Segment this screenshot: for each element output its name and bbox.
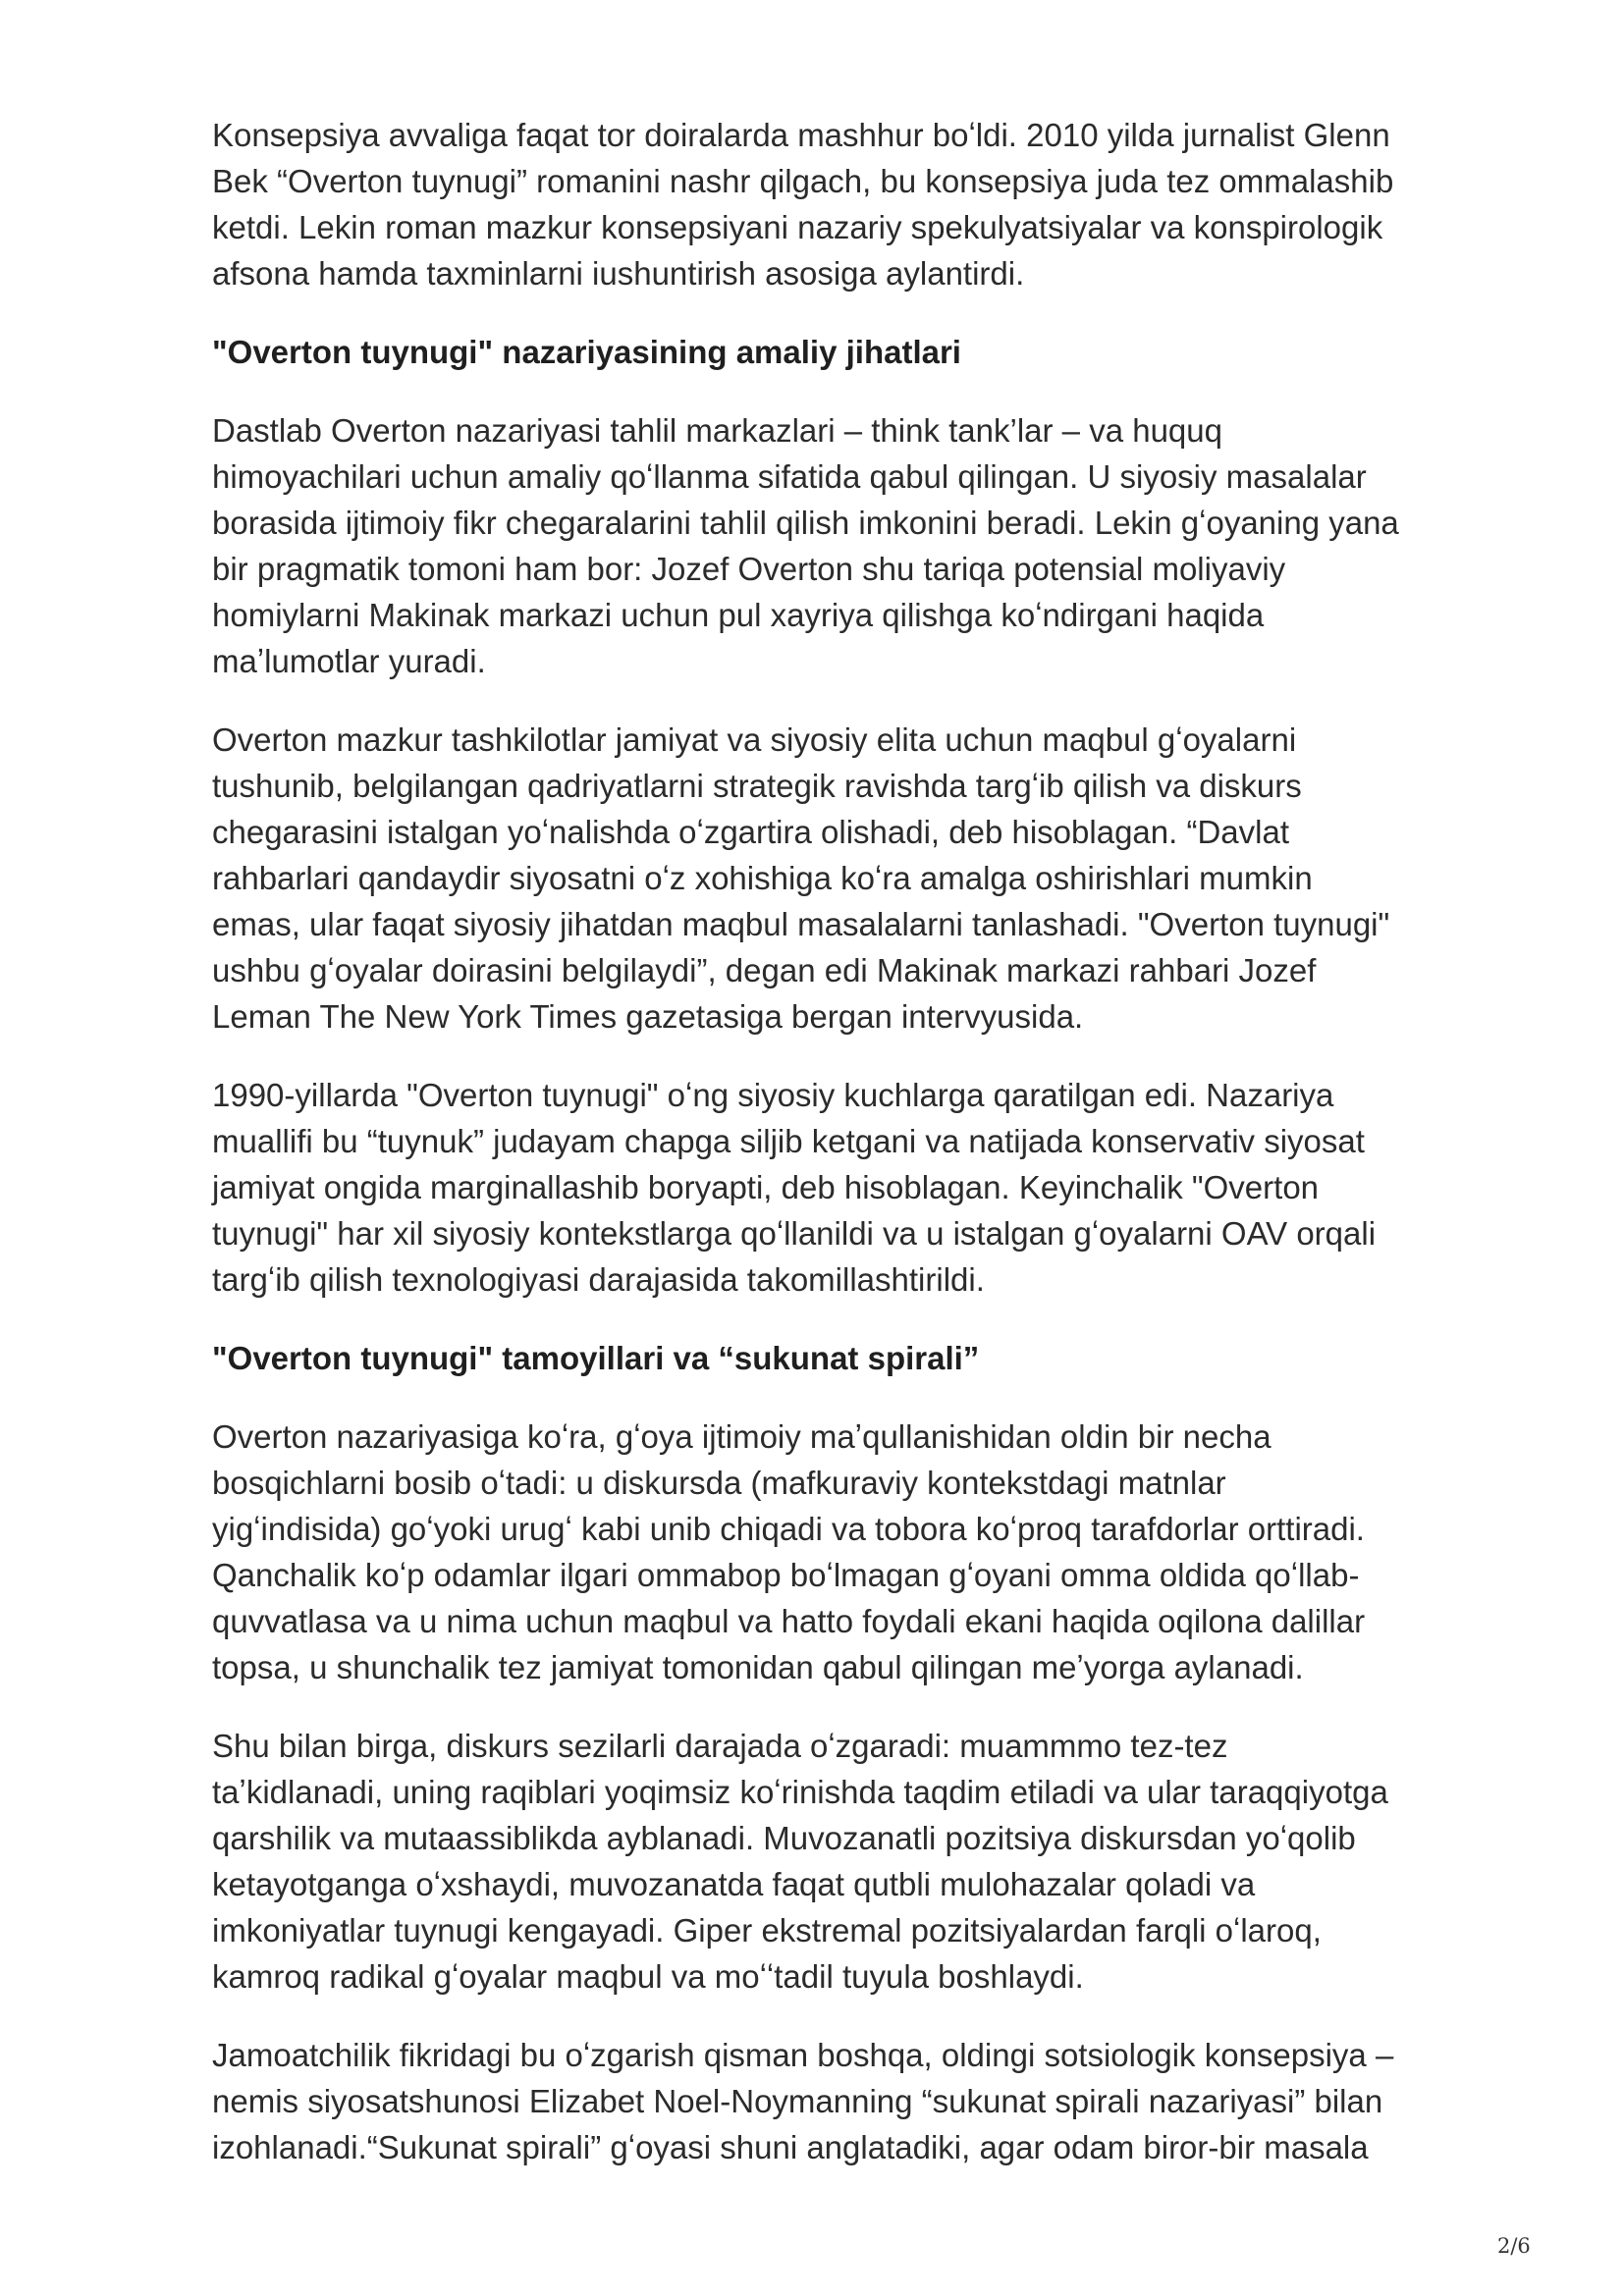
text-line: topsa, u shunchalik tez jamiyat tomonidan qabul qilingan meʼyorga aylanadi.	[212, 1649, 1304, 1685]
text-line: ketdi. Lekin roman mazkur konsepsiyani nazariy spekulyatsiyalar va konspirologik	[212, 209, 1383, 245]
paragraph	[212, 717, 1439, 1040]
text-line: tuynugi" har xil siyosiy kontekstlarga qoʻllanildi va u istalgan gʻoyalarni OAV orqali	[212, 1215, 1377, 1252]
text-line: bosqichlarni bosib oʻtadi: u diskursda (mafkuraviy kontekstdagi matnlar	[212, 1465, 1226, 1501]
text-line: Overton mazkur tashkilotlar jamiyat va siyosiy elita uchun maqbul gʻoyalarni	[212, 721, 1297, 758]
paragraph	[212, 2032, 1439, 2170]
text-line: chegarasini istalgan yoʻnalishda oʻzgartira olishadi, deb hisoblagan. “Davlat	[212, 814, 1289, 850]
text-line: qarshilik va mutaassiblikda ayblanadi. Muvozanatli pozitsiya diskursdan yoʻqolib	[212, 1820, 1356, 1856]
text-line: nemis siyosatshunosi Elizabet Noel-Noymanning “sukunat spirali nazariyasi” bilan	[212, 2083, 1383, 2119]
text-line: afsona hamda taxminlarni iushuntirish asosiga aylantirdi.	[212, 255, 1025, 292]
text-line: Qanchalik koʻp odamlar ilgari ommabop boʻlmagan gʻoyani omma oldida qoʻllab-	[212, 1557, 1360, 1593]
text-line: kamroq radikal gʻoyalar maqbul va moʻʻtadil tuyula boshlaydi.	[212, 1958, 1084, 1995]
section-heading: "Overton tuynugi" nazariyasining amaliy jihatlari	[212, 334, 961, 370]
text-line: Jamoatchilik fikridagi bu oʻzgarish qisman boshqa, oldingi sotsiologik konsepsiya –	[212, 2037, 1394, 2073]
text-line: targʻib qilish texnologiyasi darajasida takomillashtirildi.	[212, 1261, 985, 1298]
text-line: homiylarni Makinak markazi uchun pul xayriya qilishga koʻndirgani haqida	[212, 597, 1265, 633]
text-line: yigʻindisida) goʻyoki urugʻ kabi unib chiqadi va tobora koʻproq tarafdorlar orttiradi.	[212, 1511, 1365, 1547]
text-line: jamiyat ongida marginallashib boryapti, deb hisoblagan. Keyinchalik "Overton	[212, 1169, 1320, 1205]
text-line: Leman The New York Times gazetasiga bergan intervyusida.	[212, 998, 1084, 1035]
text-line: ketayotganga oʻxshaydi, muvozanatda faqat qutbli mulohazalar qoladi va	[212, 1866, 1256, 1902]
paragraph	[212, 1414, 1439, 1690]
text-line: quvvatlasa va u nima uchun maqbul va hatto foydali ekani haqida oqilona dalillar	[212, 1603, 1366, 1639]
text-line: izohlanadi.“Sukunat spirali” gʻoyasi shuni anglatadiki, agar odam biror-bir masala	[212, 2129, 1369, 2165]
text-line: maʼlumotlar yuradi.	[212, 643, 486, 679]
text-line: taʼkidlanadi, uning raqiblari yoqimsiz koʻrinishda taqdim etiladi va ular taraqqiyotga	[212, 1774, 1388, 1810]
text-line: imkoniyatlar tuynugi kengayadi. Giper ekstremal pozitsiyalardan farqli oʻlaroq,	[212, 1912, 1322, 1949]
text-line: bir pragmatik tomoni ham bor: Jozef Overton shu tariqa potensial moliyaviy	[212, 551, 1286, 587]
text-line: borasida ijtimoiy fikr chegaralarini tahlil qilish imkonini beradi. Lekin gʻoyaning yana	[212, 505, 1399, 541]
paragraph	[212, 1723, 1439, 2000]
text-line: Dastlab Overton nazariyasi tahlil markazlari – think tank’lar – va huquq	[212, 412, 1222, 449]
section-heading: "Overton tuynugi" tamoyillari va “sukunat spirali”	[212, 1340, 980, 1376]
text-line: Overton nazariyasiga koʻra, gʻoya ijtimoiy maʼqullanishidan oldin bir necha	[212, 1418, 1271, 1455]
text-line: himoyachilari uchun amaliy qoʻllanma sifatida qabul qilingan. U siyosiy masalalar	[212, 458, 1367, 495]
text-line: Konsepsiya avvaliga faqat tor doiralarda mashhur boʻldi. 2010 yilda jurnalist Glenn	[212, 117, 1390, 153]
text-line: 1990-yillarda "Overton tuynugi" oʻng siyosiy kuchlarga qaratilgan edi. Nazariya	[212, 1077, 1334, 1113]
paragraph	[212, 407, 1439, 684]
text-line: Shu bilan birga, diskurs sezilarli darajada oʻzgaradi: muammmo tez-tez	[212, 1728, 1228, 1764]
text-line: Bek “Overton tuynugi” romanini nashr qilgach, bu konsepsiya juda tez ommalashib	[212, 163, 1394, 199]
text-line: tushunib, belgilangan qadriyatlarni strategik ravishda targʻib qilish va diskurs	[212, 768, 1302, 804]
paragraph	[212, 1072, 1439, 1303]
document-body	[212, 112, 1439, 2203]
page-number: 2/6	[1497, 2234, 1531, 2258]
text-line: emas, ular faqat siyosiy jihatdan maqbul masalalarni tanlashadi. "Overton tuynugi"	[212, 906, 1390, 942]
text-line: muallifi bu “tuynuk” judayam chapga siljib ketgani va natijada konservativ siyosat	[212, 1123, 1365, 1159]
text-line: rahbarlari qandaydir siyosatni oʻz xohishiga koʻra amalga oshirishlari mumkin	[212, 860, 1313, 896]
text-line: ushbu gʻoyalar doirasini belgilaydi”, degan edi Makinak markazi rahbari Jozef	[212, 952, 1317, 988]
paragraph	[212, 112, 1439, 296]
